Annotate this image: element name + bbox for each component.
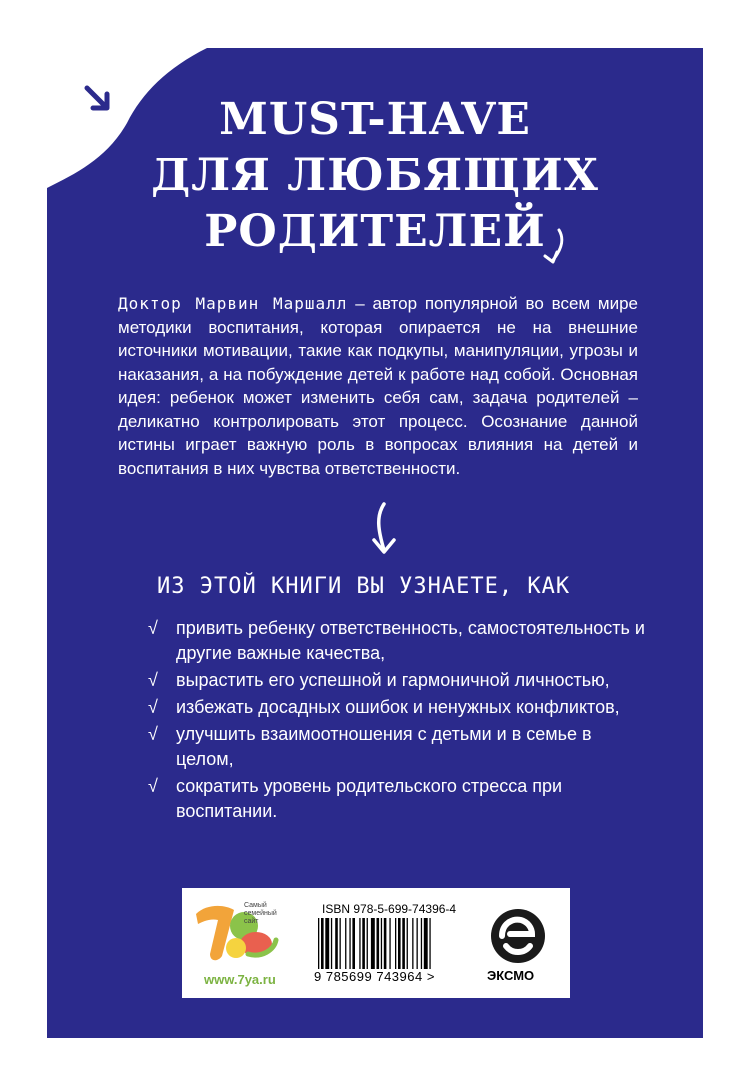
check-icon: √	[148, 618, 158, 638]
barcode-panel	[182, 888, 570, 998]
barcode-digits: 9 785699 743964 >	[314, 969, 435, 984]
isbn-text: ISBN 978-5-699-74396-4	[322, 902, 457, 916]
list-item: √ улучшить взаимоотношения с детьми и в семье в целом,	[148, 724, 592, 769]
list-item: √ вырастить его успешной и гармоничной личностью,	[148, 668, 648, 693]
check-icon: √	[148, 724, 158, 744]
list-item: √ привить ребенку ответственность, самостоятельность и другие важные качества,	[148, 618, 645, 663]
list-item: √ избежать досадных ошибок и ненужных конфликтов,	[148, 695, 648, 720]
curved-arrow-icon	[535, 226, 569, 268]
check-icon: √	[148, 776, 158, 796]
check-icon: √	[148, 670, 158, 690]
title-line: MUST-HAVE	[219, 94, 531, 145]
description-text: – автор популярной во всем мире методики воспитания, которая опирается не на внешние источники мотивации, такие как подкупы, манипуляции, угрозы и наказания, а на побуждение детей к работе над собой. Основная идея: ребенок может изменить себя сам, задача родителей – деликатно контролировать этот процесс. Осознание данной истины играет важную роль в вопросах влияния на детей и воспитания в них чувства ответственности.	[118, 294, 638, 478]
title-line: РОДИТЕЛЕЙ	[204, 206, 546, 257]
check-icon: √	[148, 697, 158, 717]
publisher-name: ЭКСМО	[487, 968, 535, 983]
book-title	[47, 92, 703, 260]
eksmo-logo	[488, 906, 548, 966]
author-name: Доктор Марвин Маршалл	[118, 294, 348, 313]
learn-heading: ИЗ ЭТОЙ КНИГИ ВЫ УЗНАЕТЕ, КАК	[157, 574, 571, 599]
curved-arrow-down-icon	[368, 500, 402, 560]
benefits-list	[148, 616, 648, 826]
site-url: www.7ya.ru	[204, 972, 276, 987]
logo-tagline: Самый семейный сайт	[244, 902, 277, 925]
list-item: √ сократить уровень родительского стресса при воспитании.	[148, 776, 563, 821]
book-description	[118, 292, 638, 480]
title-line: ДЛЯ ЛЮБЯЩИХ	[151, 150, 599, 201]
